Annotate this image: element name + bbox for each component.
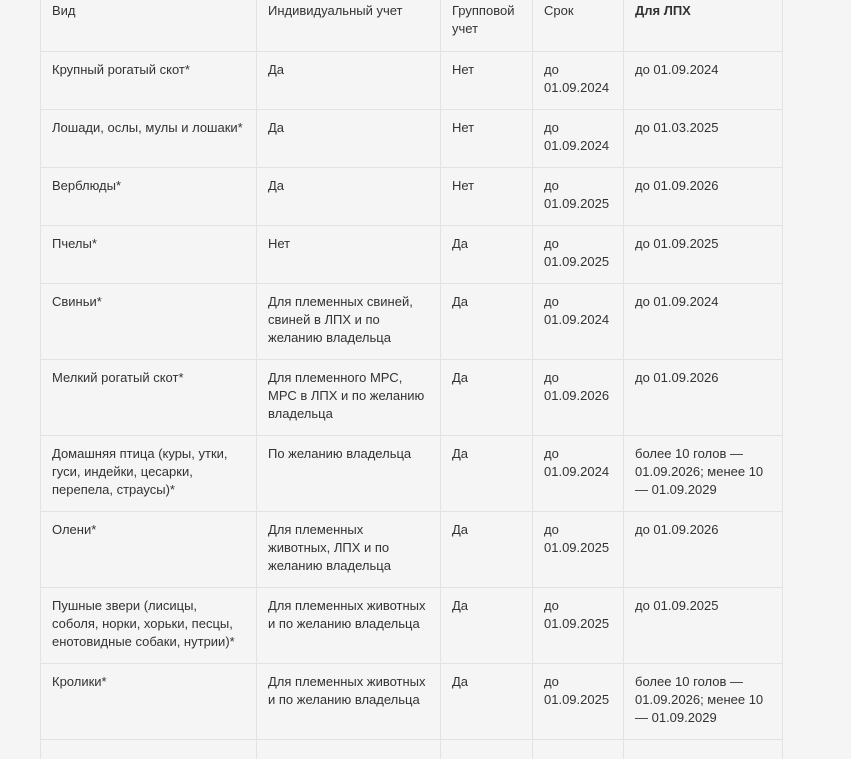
- table-row: [41, 588, 783, 664]
- cell-lph: до 01.09.2026: [624, 168, 783, 226]
- cell-group: Нет: [441, 52, 533, 110]
- table-row: [41, 52, 783, 110]
- table-body: [41, 52, 783, 759]
- cell-individual: Да: [257, 52, 441, 110]
- cell-individual: Для племенных животных и по желанию владельца: [257, 664, 441, 740]
- cell-lph: до 01.09.2024: [624, 284, 783, 360]
- cell-term: до 01.09.2026: [533, 360, 624, 436]
- table-row: [41, 360, 783, 436]
- cell-empty: [257, 740, 441, 759]
- table-row: [41, 284, 783, 360]
- cell-group: Нет: [441, 110, 533, 168]
- livestock-accounting-table: [40, 0, 783, 759]
- cell-kind: Верблюды*: [41, 168, 257, 226]
- cell-group: Да: [441, 664, 533, 740]
- cell-lph: до 01.09.2026: [624, 512, 783, 588]
- cell-individual: Да: [257, 168, 441, 226]
- table-row: [41, 168, 783, 226]
- cell-group: Да: [441, 284, 533, 360]
- cell-group: Нет: [441, 168, 533, 226]
- cell-individual: Для племенных животных и по желанию владельца: [257, 588, 441, 664]
- cell-empty: [441, 740, 533, 759]
- cell-kind: Крупный рогатый скот*: [41, 52, 257, 110]
- cell-empty: [533, 740, 624, 759]
- cell-term: до 01.09.2024: [533, 110, 624, 168]
- cell-individual: Для племенных животных, ЛПХ и по желанию владельца: [257, 512, 441, 588]
- header-lph: Для ЛПХ: [624, 0, 783, 52]
- table-row: [41, 436, 783, 512]
- header-kind: Вид: [41, 0, 257, 52]
- cell-kind: Мелкий рогатый скот*: [41, 360, 257, 436]
- header-individual: Индивидуальный учет: [257, 0, 441, 52]
- cell-empty: [41, 740, 257, 759]
- table-row-partial: [41, 740, 783, 759]
- cell-kind: Лошади, ослы, мулы и лошаки*: [41, 110, 257, 168]
- cell-group: Да: [441, 226, 533, 284]
- table-row: [41, 110, 783, 168]
- cell-individual: Нет: [257, 226, 441, 284]
- cell-individual: По желанию владельца: [257, 436, 441, 512]
- cell-kind: Олени*: [41, 512, 257, 588]
- cell-lph: более 10 голов — 01.09.2026; менее 10 — 01.09.2029: [624, 436, 783, 512]
- cell-kind: Пушные звери (лисицы, соболя, норки, хорьки, песцы, енотовидные собаки, нутрии)*: [41, 588, 257, 664]
- header-term: Срок: [533, 0, 624, 52]
- cell-term: до 01.09.2024: [533, 436, 624, 512]
- cell-kind: Пчелы*: [41, 226, 257, 284]
- table-header-row: [41, 0, 783, 52]
- cell-group: Да: [441, 436, 533, 512]
- livestock-accounting-table-container: [40, 0, 782, 759]
- cell-lph: до 01.09.2026: [624, 360, 783, 436]
- cell-term: до 01.09.2024: [533, 284, 624, 360]
- cell-lph: до 01.09.2024: [624, 52, 783, 110]
- table-row: [41, 512, 783, 588]
- cell-lph: до 01.09.2025: [624, 226, 783, 284]
- cell-term: до 01.09.2025: [533, 588, 624, 664]
- cell-kind: Домашняя птица (куры, утки, гуси, индейки, цесарки, перепела, страусы)*: [41, 436, 257, 512]
- cell-lph: более 10 голов — 01.09.2026; менее 10 — 01.09.2029: [624, 664, 783, 740]
- cell-term: до 01.09.2025: [533, 226, 624, 284]
- cell-individual: Для племенных свиней, свиней в ЛПХ и по желанию владельца: [257, 284, 441, 360]
- cell-group: Да: [441, 360, 533, 436]
- cell-empty: [624, 740, 783, 759]
- cell-group: Да: [441, 588, 533, 664]
- cell-term: до 01.09.2025: [533, 512, 624, 588]
- header-group: Групповой учет: [441, 0, 533, 52]
- cell-term: до 01.09.2025: [533, 664, 624, 740]
- cell-lph: до 01.09.2025: [624, 588, 783, 664]
- table-row: [41, 226, 783, 284]
- cell-lph: до 01.03.2025: [624, 110, 783, 168]
- cell-kind: Кролики*: [41, 664, 257, 740]
- cell-term: до 01.09.2024: [533, 52, 624, 110]
- cell-term: до 01.09.2025: [533, 168, 624, 226]
- cell-kind: Свиньи*: [41, 284, 257, 360]
- table-row: [41, 664, 783, 740]
- cell-group: Да: [441, 512, 533, 588]
- cell-individual: Для племенного МРС, МРС в ЛПХ и по желанию владельца: [257, 360, 441, 436]
- cell-individual: Да: [257, 110, 441, 168]
